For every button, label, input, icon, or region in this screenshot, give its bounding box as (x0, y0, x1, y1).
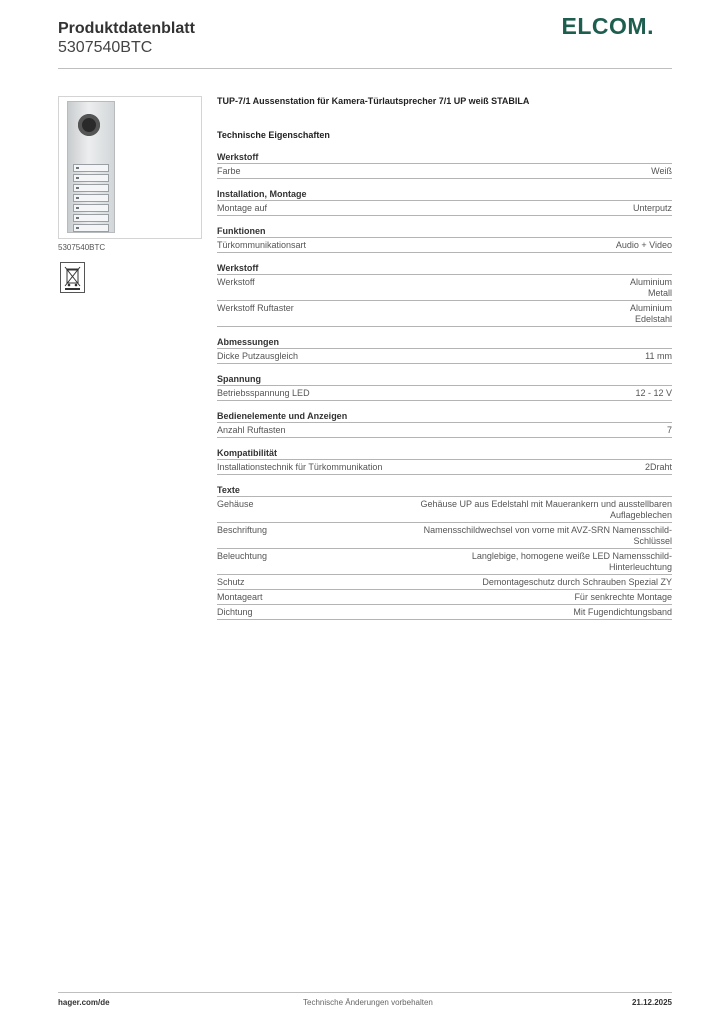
property-value: Aluminium Edelstahl (629, 303, 672, 324)
property-label: Gehäuse (217, 499, 254, 509)
footer-date: 21.12.2025 (631, 998, 672, 1007)
group-title: Funktionen (217, 225, 672, 238)
property-label: Dicke Putzausgleich (217, 351, 299, 361)
call-button (73, 194, 109, 202)
property-value: Unterputz (632, 203, 672, 213)
property-row (217, 497, 672, 523)
product-title: TUP-7/1 Aussenstation für Kamera-Türlautsprecher 7/1 UP weiß STABILA (217, 96, 530, 106)
footer-disclaimer: Technische Änderungen vorbehalten (303, 998, 433, 1007)
door-station-plate (67, 101, 115, 233)
group-title: Werkstoff (217, 262, 672, 275)
footer-website: hager.com/de (58, 998, 110, 1007)
property-group (217, 188, 672, 216)
property-label: Dichtung (217, 607, 253, 617)
property-value: 11 mm (645, 351, 672, 361)
property-value: 2Draht (644, 462, 672, 472)
property-value: Langlebige, homogene weiße LED Namensschild- Hinterleuchtung (471, 551, 672, 572)
property-value: 7 (666, 425, 672, 435)
call-button (73, 164, 109, 172)
property-row (217, 201, 672, 216)
property-label: Werkstoff (217, 277, 255, 287)
property-label: Beschriftung (217, 525, 268, 535)
call-button (73, 204, 109, 212)
property-value: Audio + Video (615, 240, 672, 250)
property-groups (217, 151, 672, 620)
property-value: Aluminium Metall (629, 277, 672, 298)
property-label: Betriebsspannung LED (217, 388, 310, 398)
property-group (217, 410, 672, 438)
property-group (217, 225, 672, 253)
article-number: 5307540BTC (58, 39, 153, 56)
call-button (73, 184, 109, 192)
call-button (73, 224, 109, 232)
property-label: Beleuchtung (217, 551, 268, 561)
property-row (217, 164, 672, 179)
product-image (58, 96, 202, 239)
group-title: Texte (217, 484, 672, 497)
technical-properties (217, 96, 672, 620)
property-row (217, 460, 672, 475)
property-value: 12 - 12 V (635, 388, 672, 398)
property-row (217, 301, 672, 327)
header-divider (58, 68, 672, 69)
property-value: Weiß (651, 166, 672, 176)
group-title: Spannung (217, 373, 672, 386)
property-label: Installationstechnik für Türkommunikation (217, 462, 383, 472)
property-row (217, 275, 672, 301)
page-title: Produktdatenblatt (58, 20, 195, 37)
property-row (217, 423, 672, 438)
property-label: Werkstoff Ruftaster (217, 303, 294, 313)
camera-lens-icon (78, 114, 100, 136)
property-row (217, 575, 672, 590)
property-value: Namensschildwechsel von vorne mit AVZ-SRN Namensschild- Schlüssel (423, 525, 672, 546)
property-row (217, 590, 672, 605)
group-title: Bedienelemente und Anzeigen (217, 410, 672, 423)
properties-heading: Technische Eigenschaften (217, 130, 330, 140)
footer-divider (58, 992, 672, 993)
property-row (217, 386, 672, 401)
property-row (217, 605, 672, 620)
property-label: Schutz (217, 577, 245, 587)
call-button (73, 214, 109, 222)
property-group (217, 336, 672, 364)
property-group (217, 373, 672, 401)
property-value: Mit Fugendichtungsband (573, 607, 672, 617)
property-group (217, 447, 672, 475)
property-label: Montageart (217, 592, 263, 602)
property-group (217, 484, 672, 620)
group-title: Installation, Montage (217, 188, 672, 201)
property-value: Für senkrechte Montage (574, 592, 672, 602)
image-caption: 5307540BTC (58, 243, 106, 252)
property-label: Türkommunikationsart (217, 240, 307, 250)
property-row (217, 523, 672, 549)
property-label: Farbe (217, 166, 241, 176)
call-button (73, 174, 109, 182)
property-label: Montage auf (217, 203, 268, 213)
group-title: Kompatibilität (217, 447, 672, 460)
elcom-logo: ELCOM. (561, 13, 654, 39)
property-group (217, 262, 672, 327)
property-group (217, 151, 672, 179)
property-value: Gehäuse UP aus Edelstahl mit Mauerankern und ausstellbaren Auflageblechen (420, 499, 672, 520)
property-row (217, 549, 672, 575)
property-row (217, 349, 672, 364)
property-row (217, 238, 672, 253)
property-value: Demontageschutz durch Schrauben Spezial ZY (482, 577, 672, 587)
group-title: Werkstoff (217, 151, 672, 164)
group-title: Abmessungen (217, 336, 672, 349)
property-label: Anzahl Ruftasten (217, 425, 286, 435)
crossed-out-bin-icon (60, 262, 85, 293)
